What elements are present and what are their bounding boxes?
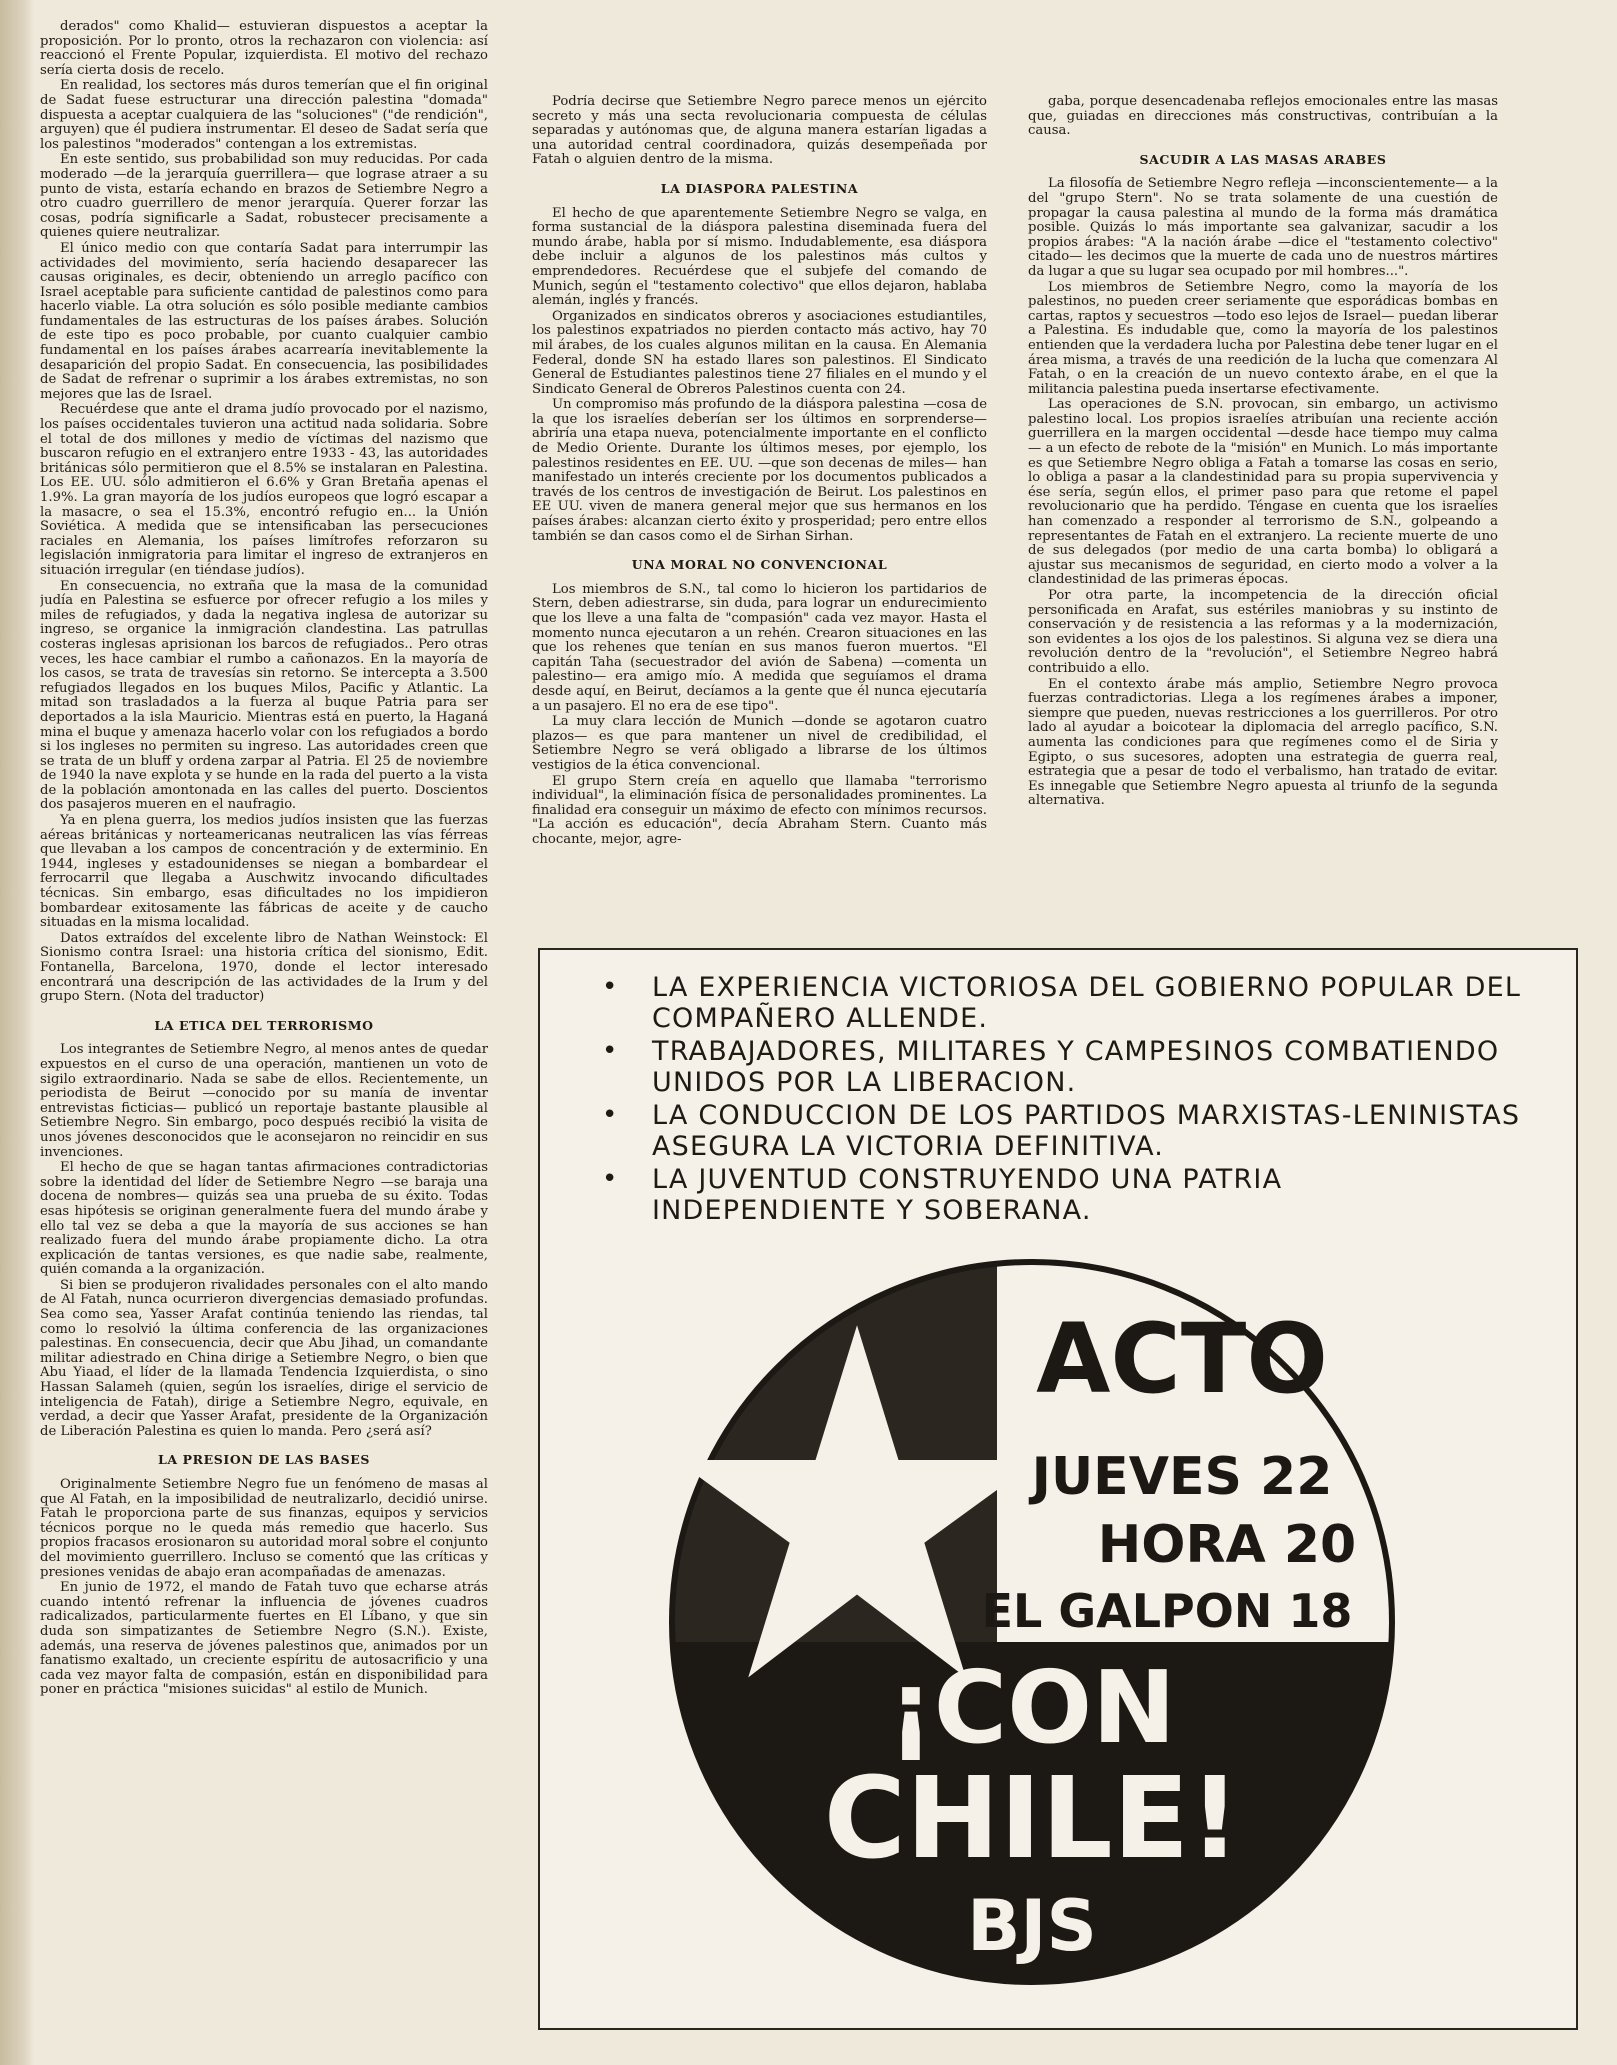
paragraph: El hecho de que aparentemente Setiembre Negro se valga, en forma sustancial de la diáspora palestina diseminada fuera del mundo árabe, habla por sí mismo. Indudablemente, esa diáspora debe incluir a algunos de los palestinos más cultos y emprendedores. Recuérdese que el subjefe del comando de Munich, según el "testamento colectivo" que ellos dejaron, hablaba alemán, inglés y francés. bbox=[532, 205, 987, 309]
paragraph: El único medio con que contaría Sadat para interrumpir las actividades del movimiento, sería haciendo desaparecer las causas originales, es decir, obteniendo un arreglo pacífico con Israel aceptable para suficiente cantidad de palestinos como para hacerlo viable. La otra solución es sólo posible mediante cambios fundamentales de las estructuras de los países árabes. Solución de este tipo es poco probable, por cuanto cualquier cambio fundamental en los países árabes acarrearía inevitablemente la desaparición del propio Sadat. En consecuencia, las posibilidades de Sadat de refrenar o suprimir a los árabes extremistas, no son mejores que las de Israel. bbox=[40, 240, 488, 402]
paragraph: Los miembros de Setiembre Negro, como la mayoría de los palestinos, no pueden creer seriamente que esporádicas bombas en cartas, raptos y secuestros —todo eso lejos de Israel— puedan liberar a Palestina. Es indudable que, como la mayoría de los palestinos entienden que la verdadera lucha por Palestina debe tener lugar en el área misma, a través de una reedición de la lucha que comenzara Al Fatah, o en la creación de un nuevo contexto árabe, en el que la militancia palestina pueda insertarse efectivamente. bbox=[1028, 279, 1498, 397]
paragraph: Si bien se produjeron rivalidades personales con el alto mando de Al Fatah, nunca ocurrieron divergencias demasiado profundas. Sea como sea, Yasser Arafat continúa teniendo las riendas, tal como lo resolvió la última conferencia de las organizaciones palestinas. En consecuencia, decir que Abu Jihad, un comandante militar adiestrado en China dirige a Setiembre Negro, o bien que Abu Yiaad, el líder de la llamada Tendencia Izquierdista, o sino Hassan Salameh (quien, según los israelíes, dirige el servicio de inteligencia de Fatah), dirige a Setiembre Negro, equivale, en verdad, a decir que Yasser Arafat, presidente de la Organización de Liberación Palestina es quien lo manda. Pero ¿será así? bbox=[40, 1277, 488, 1439]
page-spine-shadow bbox=[0, 0, 34, 2065]
paragraph: La muy clara lección de Munich —donde se agotaron cuatro plazos— es que para mantener un nivel de credibilidad, el Setiembre Negro se verá obligado a librarse de los últimos vestigios de la ética convencional. bbox=[532, 714, 987, 773]
section-heading-sacudir: SACUDIR A LAS MASAS ARABES bbox=[1139, 151, 1387, 167]
translator-note: Datos extraídos del excelente libro de Nathan Weinstock: El Sionismo contra Israel: una historia crítica del sionismo, Edit. Fontanella, Barcelona, 1970, donde el lector interesado encontrará una descripción de las actividades de la Irum y del grupo Stern. (Nota del traductor) bbox=[40, 930, 488, 1005]
slogan-item: • LA EXPERIENCIA VICTORIOSA DEL GOBIERNO POPULAR DEL COMPAÑERO ALLENDE. bbox=[622, 972, 1522, 1034]
paragraph: Las operaciones de S.N. provocan, sin embargo, un activismo palestino local. Los propios israelíes atribuían una reciente acción guerrillera en la margen occidental —desde hace tiempo muy calma— a un efecto de rebote de la "misión" en Munich. Lo más importante es que Setiembre Negro obliga a Fatah a tomarse las cosas en serio, lo obliga a pasar a la clandestinidad para su propia supervivencia y ése sería, según ellos, el primer paso para que retome el papel revolucionario que ha perdido. Téngase en cuenta que los israelíes han comenzado a responder al terrorismo de S.N., golpeando a representantes de Fatah en el extranjero. La reciente muerte de uno de sus delegados (por medio de una carta bomba) lo obligará a ajustar sus mecanismos de seguridad, en cierto modo a volver a la clandestinidad de las primeras épocas. bbox=[1028, 397, 1498, 588]
event-place: EL GALPON 18 bbox=[981, 1584, 1353, 1638]
paragraph: Recuérdese que ante el drama judío provocado por el nazismo, los países occidentales tuvieron una actitud nada solidaria. Sobre el total de dos millones y medio de víctimas del nazismo que buscaron refugio en el extranjero entre 1933 - 43, las autoridades británicas sólo permitieron que el 8.5% se instalaran en Palestina. Los EE. UU. sólo admitieron el 6.6% y Gran Bretaña apenas el 1.9%. La gran mayoría de los judíos europeos que logró escapar a la masacre, o sea el 15.3%, encontró refugio en... la Unión Soviética. A medida que se intensificaban las persecuciones raciales en Alemania, los países limítrofes reforzaron su legislación inmigratoria para limitar el ingreso de extranjeros en situación irregular (en tiéndase judíos). bbox=[40, 402, 488, 578]
headline-line-1: ¡CON bbox=[888, 1649, 1176, 1766]
paragraph: En consecuencia, no extraña que la masa de la comunidad judía en Palestina se esfuerce por ofrecer refugio a los miles y miles de refugiados, y dada la negativa inglesa de autorizar su ingreso, se organice la inmigración clandestina. Las patrullas costeras inglesas aprisionan los barcos de refugiados.. Pero otras veces, les hace cambiar el rumbo a cañonazos. En la mayoría de los casos, se trata de travesías sin retorno. Se intercepta a 3.500 refugiados llegados en los buques Milos, Pacific y Atlantic. La mitad son trasladados a la fuerza al buque Patria para ser deportados a la isla Mauricio. Mientras está en puerto, la Haganá mina el buque y amenaza hacerlo volar con los refugiados a bordo si los ingleses no permiten su ingreso. Las autoridades creen que se trata de un bluff y ordena zarpar al Patria. El 25 de noviembre de 1940 la nave explota y se hunde en la rada del puerto a la vista de la población amontonada en las calles del puerto. Doscientos dos pasajeros mueren en el naufragio. bbox=[40, 578, 488, 813]
paragraph: Ya en plena guerra, los medios judíos insisten que las fuerzas aéreas británicas y norteamericanas neutralicen las vías férreas que llevaban a los campos de concentración y de exterminio. En 1944, ingleses y estadounidenses se niegan a bombardear el ferrocarril que llegaba a Auschwitz invocando dificultades técnicas. Sin embargo, esas dificultades no los impidieron bombardear exitosamente las fábricas de aceite y de caucho situadas en la misma localidad. bbox=[40, 813, 488, 931]
slogan-list bbox=[622, 972, 1522, 1228]
paragraph: Originalmente Setiembre Negro fue un fenómeno de masas al que Al Fatah, en la imposibilidad de neutralizarlo, decidió unirse. Fatah le proporciona parte de sus finanzas, equipos y servicios técnicos porque no le queda más remedio que hacerlo. Sus propios fracasos erosionaron su autoridad moral sobre el conjunto del movimiento guerrillero. Incluso se comentó que las críticas y presiones venidas de abajo eran acompañadas de amenazas. bbox=[40, 1477, 488, 1580]
event-hour: HORA 20 bbox=[1097, 1515, 1357, 1575]
paragraph: En realidad, los sectores más duros temerían que el fin original de Sadat fuese estructurar una dirección palestina "domada" dispuesta a aceptar cualquiera de las "soluciones" ("de rendición", arguyen) que él pudiera instrumentar. El deseo de Sadat sería que los palestinos "moderados" contengan a los extremistas. bbox=[40, 78, 488, 152]
article-column-2 bbox=[532, 95, 987, 945]
section-heading-presion: LA PRESION DE LAS BASES bbox=[158, 1452, 370, 1468]
paragraph: Los miembros de S.N., tal como lo hicieron los partidarios de Stern, deben adiestrarse, sin duda, para lograr un endurecimiento que los lleve a una falta de "compasión" cada vez mayor. Hasta el momento nunca ejecutaron a un rehén. Crearon situaciones en las que los rehenes que tenían en sus manos fueron muertos. "El capitán Taha (secuestrador del avión de Sabena) —comenta un palestino— era amigo mío. A medida que seguíamos el drama desde aquí, en Beirut, decíamos a la gente que él nunca ejecutaría a un pasajero. El no era de ese tipo". bbox=[532, 581, 987, 714]
slogan-item: • LA JUVENTUD CONSTRUYENDO UNA PATRIA INDEPENDIENTE Y SOBERANA. bbox=[622, 1164, 1522, 1226]
paragraph: derados" como Khalid— estuvieran dispuestos a aceptar la proposición. Por lo pronto, otros la rechazaron con violencia: así reaccionó el Frente Popular, izquierdista. El motivo del rechazo sería cierta dosis de recelo. bbox=[40, 20, 488, 78]
event-title: ACTO bbox=[1036, 1303, 1328, 1415]
section-heading-diaspora: LA DIASPORA PALESTINA bbox=[660, 180, 859, 196]
section-heading-etica: LA ETICA DEL TERRORISMO bbox=[154, 1017, 374, 1033]
paragraph: En este sentido, sus probabilidad son muy reducidas. Por cada moderado —de la jerarquía guerrillera— que lograse atraer a su punto de vista, estaría echando en brazos de Setiembre Negro a otro cuadro guerrillero de menor jerarquía. Querer forzar las cosas, podría significarle a Sadat, robustecer precisamente a quienes quiere neutralizar. bbox=[40, 152, 488, 241]
article-column-1 bbox=[40, 20, 488, 1710]
slogan-item: • LA CONDUCCION DE LOS PARTIDOS MARXISTAS-LENINISTAS ASEGURA LA VICTORIA DEFINITIVA. bbox=[622, 1100, 1522, 1162]
paragraph: El hecho de que se hagan tantas afirmaciones contradictorias sobre la identidad del líder de Setiembre Negro —se baraja una docena de nombres— quizás sea una prueba de su éxito. Todas esas hipótesis se originan generalmente fuera del mundo árabe y ello tal vez se deba a que la mayoría de sus acciones se han realizado fuera del mundo árabe propiamente dicho. La otra explicación de tantas versiones, es que nadie sabe, realmente, quién comanda a la organización. bbox=[40, 1160, 488, 1278]
paragraph: La filosofía de Setiembre Negro refleja —inconscientemente— a la del "grupo Stern". No se trata solamente de una cuestión de propagar la causa palestina al mundo de la forma más dramática posible. Quizás lo más importante sea galvanizar, sacudir a los propios árabes: "A la nación árabe —dice el "testamento colectivo" citado— les decimos que la muerte de cada uno de nuestros mártires da lugar a que su lugar sea ocupado por mil hombres...". bbox=[1028, 176, 1498, 279]
paragraph: Organizados en sindicatos obreros y asociaciones estudiantiles, los palestinos expatriados no pierden contacto más activo, hay 70 mil árabes, de los cuales algunos militan en la causa. En Alemania Federal, donde SN ha estado llares son palestinos. El Sindicato General de Estudiantes palestinos tiene 27 filiales en el mundo y el Sindicato General de Obreros Palestinos cuenta con 24. bbox=[532, 308, 987, 397]
paragraph: gaba, porque desencadenaba reflejos emocionales entre las masas que, guiadas en direcciones más constructivas, contribuían a la causa. bbox=[1028, 95, 1498, 139]
headline-line-2: CHILE! bbox=[823, 1754, 1241, 1884]
paragraph: Un compromiso más profundo de la diáspora palestina —cosa de la que los israelíes deberían ser los últimos en sorprenderse— abriría una etapa nueva, potencialmente importante en el conflicto de Medio Oriente. Durante los últimos meses, por ejemplo, los palestinos residentes en EE. UU. —que son decenas de miles— han manifestado un interés creciente por los documentos publicados a través de los centros de investigación de Beirut. Los palestinos en EE UU. viven de manera general mejor que sus hermanos en los países árabes: alcanzan cierto éxito y prosperidad; pero entre ellos también se dan casos como el de Sirhan Sirhan. bbox=[532, 397, 987, 544]
section-heading-moral: UNA MORAL NO CONVENCIONAL bbox=[631, 557, 888, 573]
paragraph: En junio de 1972, el mando de Fatah tuvo que echarse atrás cuando intentó refrenar la influencia de jóvenes cuadros radicalizados, particularmente fuertes en El Líbano, y que sin duda son simpatizantes de Setiembre Negro (S.N.). Existe, además, una reserva de jóvenes palestinos que, animados por un fanatismo exaltado, un creciente espíritu de autosacrificio y una cada vez mayor falta de compasión, están en disponibilidad para poner en práctica "misiones suicidas" al estilo de Munich. bbox=[40, 1580, 488, 1698]
paragraph: El grupo Stern creía en aquello que llamaba "terrorismo individual", la eliminación física de personalidades prominentes. La finalidad era conseguir un máximo de efecto con mínimos recursos. "La acción es educación", decía Abraham Stern. Cuanto más chocante, mejor, agre- bbox=[532, 773, 987, 847]
event-day: JUEVES 22 bbox=[1031, 1447, 1333, 1507]
slogan-item: • TRABAJADORES, MILITARES Y CAMPESINOS COMBATIENDO UNIDOS POR LA LIBERACION. bbox=[622, 1036, 1522, 1098]
event-poster bbox=[538, 948, 1578, 2030]
paragraph: Podría decirse que Setiembre Negro parece menos un ejército secreto y más una secta revolucionaria compuesta de células separadas y autónomas que, de alguna manera estarían ligadas a una autoridad central coordinadora, quizás desempeñada por Fatah o alguien dentro de la misma. bbox=[532, 95, 987, 168]
paragraph: Los integrantes de Setiembre Negro, al menos antes de quedar expuestos en el curso de una operación, mantienen un voto de sigilo extraordinario. Nada se sabe de ellos. Recientemente, un periodista de Beirut —conocido por su manía de inventar entrevistas ficticias— publicó un reportaje bastante plausible al Setiembre Negro. Sin embargo, poco después recibió la visita de unos jóvenes desconocidos que le aconsejaron no reincidir en sus invenciones. bbox=[40, 1042, 488, 1160]
article-column-3 bbox=[1028, 95, 1498, 965]
chile-emblem bbox=[667, 1202, 1397, 2002]
paragraph: Por otra parte, la incompetencia de la dirección oficial personificada en Arafat, sus estériles maniobras y su instinto de conservación y de resistencia a las reformas y a la modernización, son evidentes a los ojos de los palestinos. Si alguna vez se diera una revolución dentro de la "revolución", el Setiembre Negreo habrá contribuido a ello. bbox=[1028, 588, 1498, 676]
paragraph: En el contexto árabe más amplio, Setiembre Negro provoca fuerzas contradictorias. Llega a los regímenes árabes a imponer, siempre que pueden, nuevas restricciones a los guerrilleros. Por otro lado al ayudar a boicotear la diplomacia del arreglo pacífico, S.N. aumenta las condiciones para que regímenes como el de Siria y Egipto, o sus sucesores, adopten una estrategia de guerra real, estrategia que a pesar de todo el verbalismo, han tratado de evitar. Es innegable que Setiembre Negro apuesta al triunfo de la segunda alternativa. bbox=[1028, 676, 1498, 809]
signature-bjs: BJS bbox=[967, 1885, 1097, 1967]
